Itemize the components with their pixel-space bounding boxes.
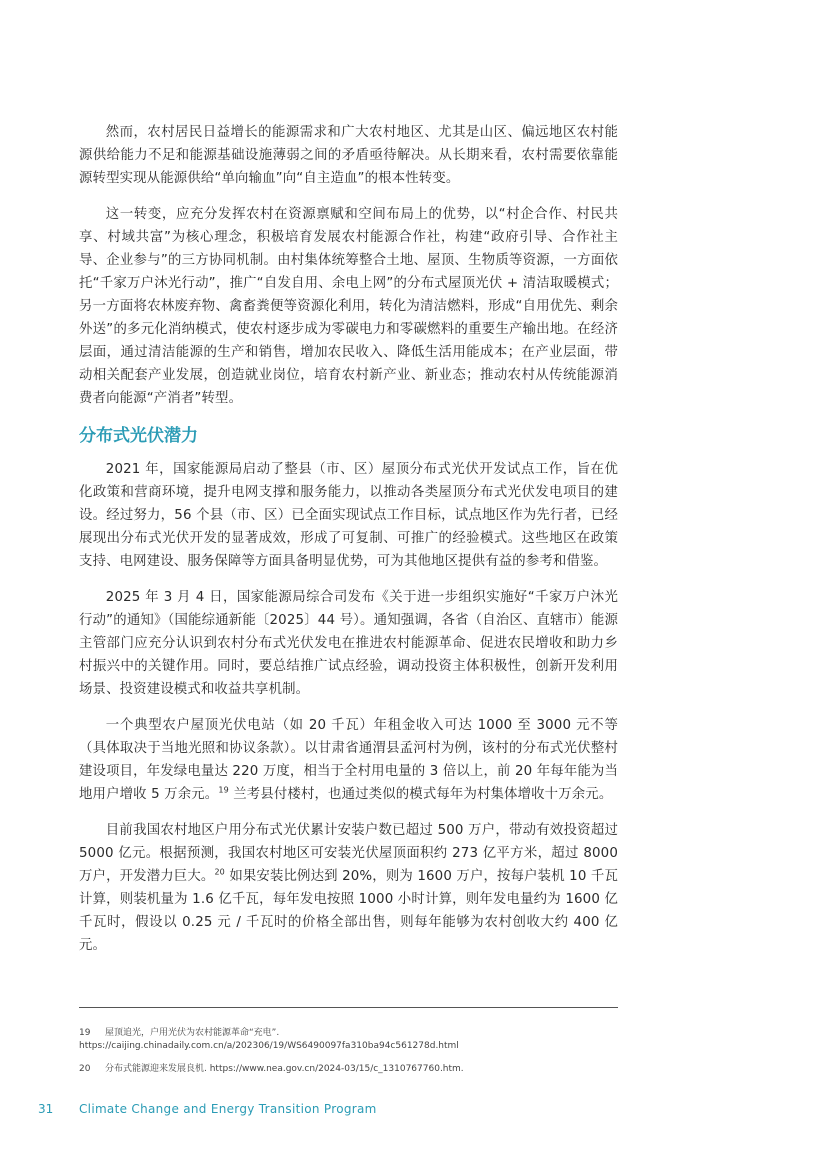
paragraph-text: 如果安装比例达到 20%，则为 1600 万户，按每户装机 10 千瓦计算，则装机量为 1.6 亿千瓦，每年发电按照 1000 小时计算，则年发电量约为 1600 亿千瓦时，假设以 0.25 元 / 千瓦时的价格全部出售，则每年能够为农村创收大约 400 亿元。	[79, 869, 618, 953]
footnote-ref-19[interactable]: 19	[218, 785, 229, 795]
paragraph-national-potential	[79, 819, 618, 957]
main-content	[79, 121, 618, 970]
footnote-item	[79, 1063, 618, 1076]
paragraph-sunlight-action: 2025 年 3 月 4 日，国家能源局综合司发布《关于进一步组织实施好“千家万户沐光行动”的通知》（国能综通新能〔2025〕44 号）。通知强调，各省（自治区、直辖市）能源主管部门应充分认识到农村分布式光伏发电在推进农村能源革命、促进农民增收和助力乡村振兴中的关键作用。同时，要总结推广试点经验，调动投资主体积极性，创新开发利用场景、投资建设模式和收益共享机制。	[79, 590, 618, 697]
paragraph-text: 目前我国农村地区户用分布式光伏累计安装户数已超过 500 万户，带动有效投资超过 5000 亿元。根据预测，我国农村地区可安装光伏屋顶面积约 273 亿平方米，超过 8000 万户，开发潜力巨大。	[79, 823, 618, 884]
footnote-item	[79, 1027, 618, 1053]
page-number: 31	[38, 1102, 54, 1116]
footnote-divider	[79, 1007, 618, 1008]
paragraph-text: 兰考县付楼村，也通过类似的模式每年为村集体增收十万余元。	[228, 787, 613, 802]
footnote-number: 20	[79, 1064, 91, 1074]
footnote-text[interactable]: 屋顶追光，户用光伏为农村能源革命“充电”. https://caijing.chinadaily.com.cn/a/202306/19/WS6490097fa310ba94c561278d.html	[79, 1028, 459, 1051]
paragraph-county-pilot: 2021 年，国家能源局启动了整县（市、区）屋顶分布式光伏开发试点工作，旨在优化政策和营商环境，提升电网支撑和服务能力，以推动各类屋顶分布式光伏发电项目的建设。经过努力，56 个县（市、区）已全面实现试点工作目标，试点地区作为先行者，已经展现出分布式光伏开发的显著成效，形成了可复制、可推广的经验模式。这些地区在政策支持、电网建设、服务保障等方面具备明显优势，可为其他地区提供有益的参考和借鉴。	[79, 462, 618, 569]
paragraph-typical-household	[79, 714, 618, 806]
page-footer	[0, 1102, 827, 1122]
paragraph-text: 一个典型农户屋顶光伏电站（如 20 千瓦）年租金收入可达 1000 至 3000 元不等（具体取决于当地光照和协议条款）。以甘肃省通渭县孟河村为例，该村的分布式光伏整村建设项目，年发绿电量达 220 万度，相当于全村用电量的 3 倍以上，前 20 年每年能为当地用户增收 5 万余元。	[79, 718, 618, 802]
footnote-text[interactable]: 分布式能源迎来发展良机. https://www.nea.gov.cn/2024-03/15/c_1310767760.htm.	[105, 1064, 464, 1074]
paragraph-transition-model: 这一转变，应充分发挥农村在资源禀赋和空间布局上的优势，以“村企合作、村民共享、村域共富”为核心理念，积极培育发展农村能源合作社，构建“政府引导、合作社主导、企业参与”的三方协同机制。由村集体统筹整合土地、屋顶、生物质等资源，一方面依托“千家万户沐光行动”，推广“自发自用、余电上网”的分布式屋顶光伏 + 清洁取暖模式；另一方面将农林废弃物、禽畜粪便等资源化利用，转化为清洁燃料，形成“自用优先、剩余外送”的多元化消纳模式，使农村逐步成为零碳电力和零碳燃料的重要生产输出地。在经济层面，通过清洁能源的生产和销售，增加农民收入、降低生活用能成本；在产业层面，带动相关配套产业发展，创造就业岗位，培育农村新产业、新业态；推动农村从传统能源消费者向能源“产消者”转型。	[79, 207, 618, 406]
footnotes	[79, 1027, 618, 1086]
paragraph-rural-energy-demand: 然而，农村居民日益增长的能源需求和广大农村地区、尤其是山区、偏远地区农村能源供给能力不足和能源基础设施薄弱之间的矛盾亟待解决。从长期来看，农村需要依靠能源转型实现从能源供给“单向输血”向“自主造血”的根本性转变。	[79, 125, 618, 186]
footnote-ref-20[interactable]: 20	[214, 867, 225, 877]
footnote-number: 19	[79, 1028, 91, 1038]
section-heading: 分布式光伏潜力	[79, 426, 198, 446]
program-name: Climate Change and Energy Transition Program	[79, 1102, 377, 1116]
